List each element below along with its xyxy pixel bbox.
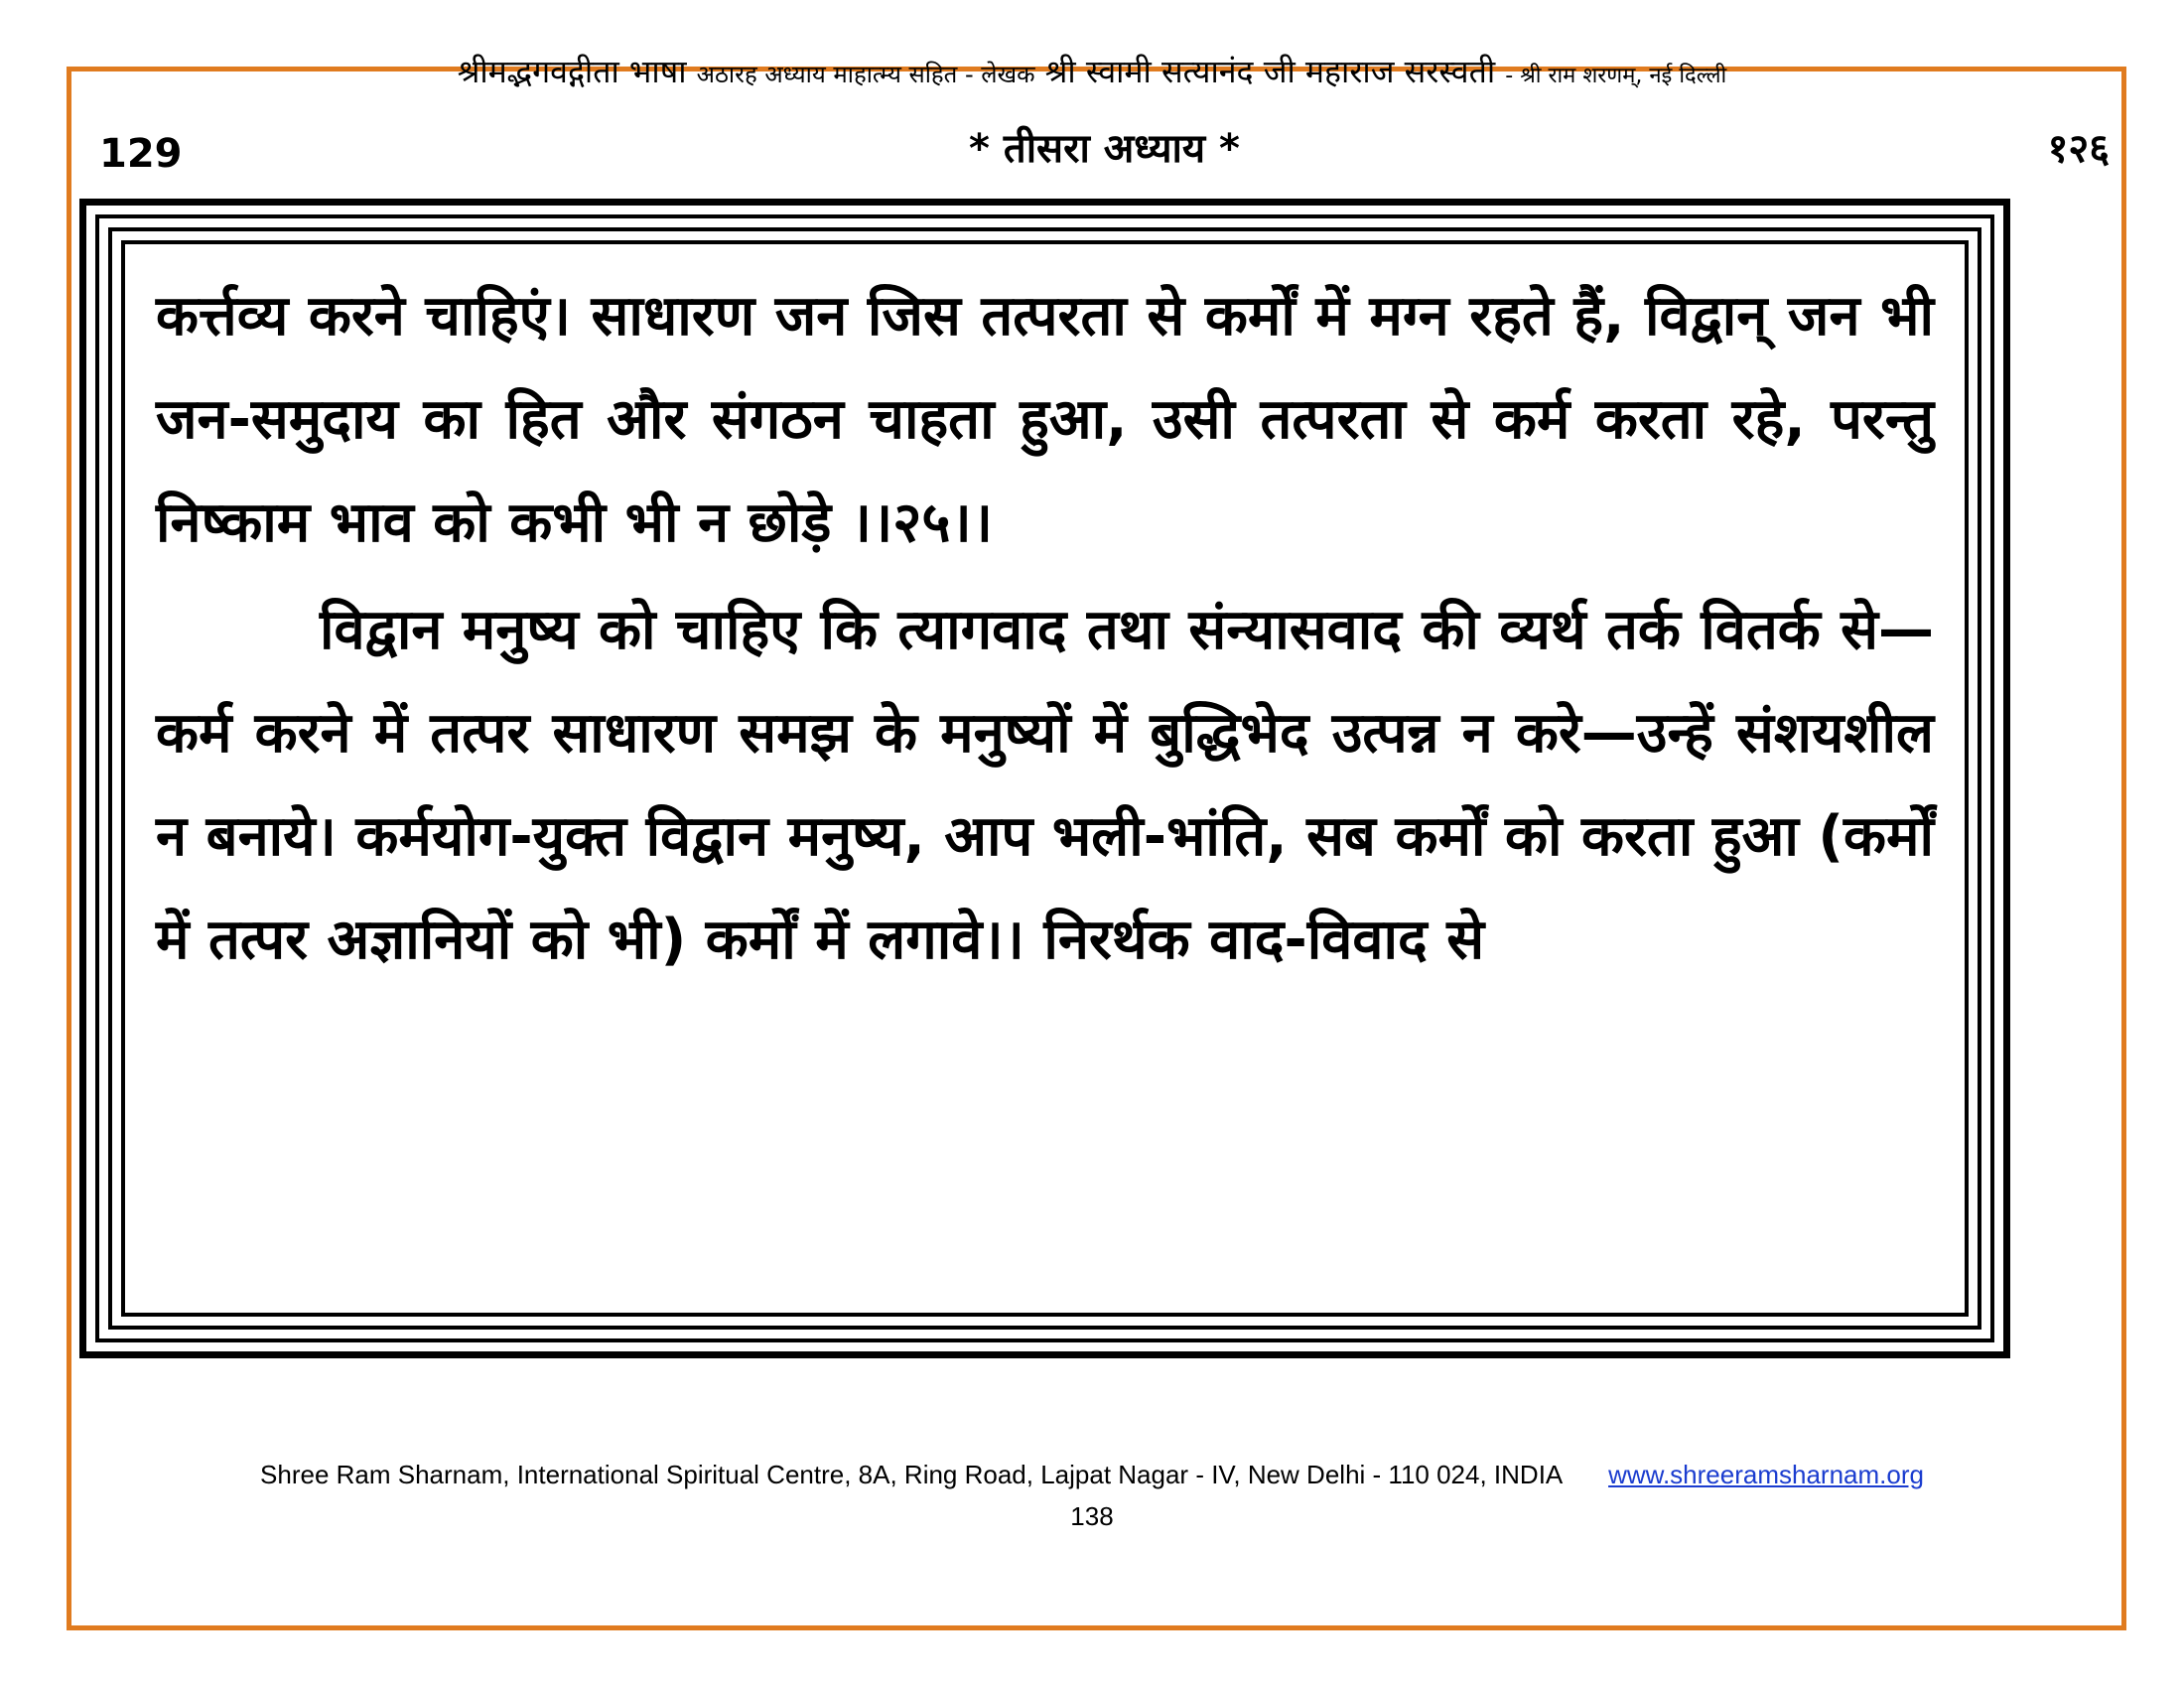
paragraph-1: कर्त्तव्य करने चाहिएं। साधारण जन जिस तत्परता से कर्मों में मग्न रहते हैं, विद्वान् जन भी जन-समुदाय का हित और संगठन चाहता हुआ, उसी तत्परता से कर्म करता रहे, परन्तु निष्काम भाव को कभी भी न छोड़े ।।२५।। bbox=[156, 284, 1934, 555]
footer-address: Shree Ram Sharnam, International Spiritual Centre, 8A, Ring Road, Lajpat Nagar - IV, New Delhi - 110 024, INDIA bbox=[260, 1460, 1562, 1489]
publisher-name: - श्री राम शरणम्, नई दिल्ली bbox=[1505, 64, 1727, 88]
book-subtitle: अठारह अध्याय माहात्म्य सहित - लेखक bbox=[696, 61, 1035, 88]
text-content bbox=[156, 265, 1934, 992]
footer bbox=[0, 1460, 2184, 1490]
paragraph-2: विद्वान मनुष्य को चाहिए कि त्यागवाद तथा संन्यासवाद की व्यर्थ तर्क वितर्क से—कर्म करने में तत्पर साधारण समझ के मनुष्यों में बुद्धिभेद उत्पन्न न करे—उन्हें संशयशील न बनाये। कर्मयोग-युक्त विद्वान मनुष्य, आप भली-भांति, सब कर्मों को करता हुआ (कर्मों में तत्पर अज्ञानियों को भी) कर्मों में लगावे।। निरर्थक वाद-विवाद से bbox=[156, 598, 1934, 972]
page-number-devanagari: १२६ bbox=[2047, 126, 2110, 172]
page-number-arabic: 129 bbox=[99, 131, 183, 177]
footer-page-number: 138 bbox=[1070, 1501, 1114, 1531]
text-box bbox=[79, 199, 2010, 1358]
book-title: श्रीमद्भगवद्गीता भाषा bbox=[457, 53, 687, 90]
author-name: श्री स्वामी सत्यानंद जी महाराज सरस्वती bbox=[1044, 53, 1496, 90]
chapter-title: * तीसरा अध्याय * bbox=[969, 126, 1240, 172]
website-link[interactable]: www.shreeramsharnam.org bbox=[1608, 1460, 1924, 1489]
chapter-row bbox=[99, 119, 2110, 179]
page-header bbox=[0, 50, 2184, 92]
